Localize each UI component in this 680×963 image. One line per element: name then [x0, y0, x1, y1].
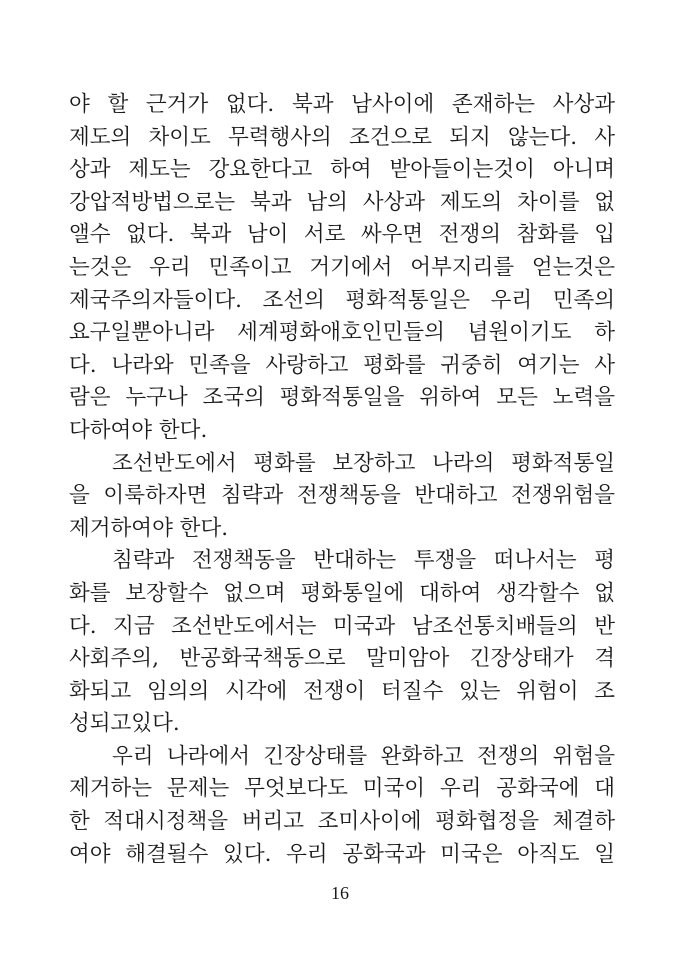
text-line: 람은 누구나 조국의 평화적통일을 위하여 모든 노력을: [69, 385, 615, 411]
text-line: 제거하여야 한다.: [69, 515, 229, 541]
text-line: 성되고있다.: [69, 711, 180, 737]
text-line: 여야 해결될수 있다. 우리 공화국과 미국은 아직도 일: [69, 841, 615, 867]
text-line: 다하여야 한다.: [69, 417, 208, 443]
text-line: 한 적대시정책을 버리고 조미사이에 평화협정을 체결하: [69, 809, 615, 835]
text-line: 우리 나라에서 긴장상태를 완화하고 전쟁의 위험을: [112, 743, 615, 769]
text-line: 다. 나라와 민족을 사랑하고 평화를 귀중히 여기는 사: [69, 352, 615, 378]
text-line: 조선반도에서 평화를 보장하고 나라의 평화적통일: [112, 450, 615, 476]
text-line: 제도의 차이도 무력행사의 조건으로 되지 않는다. 사: [69, 124, 615, 150]
text-line: 는것은 우리 민족이고 거기에서 어부지리를 얻는것은: [69, 254, 615, 280]
text-line: 다. 지금 조선반도에서는 미국과 남조선통치배들의 반: [69, 613, 615, 639]
text-line: 제국주의자들이다. 조선의 평화적통일은 우리 민족의: [69, 287, 615, 313]
text-line: 야 할 근거가 없다. 북과 남사이에 존재하는 사상과: [69, 92, 615, 117]
text-line: 요구일뿐아니라 세계평화애호인민들의 념원이기도 하: [69, 320, 615, 346]
page-number: 16: [331, 883, 349, 903]
text-line: 사회주의, 반공화국책동으로 말미암아 긴장상태가 격: [69, 646, 615, 672]
text-line: 앨수 없다. 북과 남이 서로 싸우면 전쟁의 참화를 입: [69, 222, 615, 248]
text-line: 강압적방법으로는 북과 남의 사상과 제도의 차이를 없: [69, 189, 615, 215]
text-line: 제거하는 문제는 무엇보다도 미국이 우리 공화국에 대: [69, 776, 615, 802]
text-line: 화를 보장할수 없으며 평화통일에 대하여 생각할수 없: [69, 580, 615, 606]
text-line: 침략과 전쟁책동을 반대하는 투쟁을 떠나서는 평: [112, 548, 615, 574]
text-line: 을 이룩하자면 침략과 전쟁책동을 반대하고 전쟁위험을: [69, 483, 615, 509]
body-text: [69, 89, 615, 871]
text-line: 화되고 임의의 시각에 전쟁이 터질수 있는 위험이 조: [69, 678, 615, 704]
text-line: 상과 제도는 강요한다고 하여 받아들이는것이 아니며: [69, 157, 615, 183]
